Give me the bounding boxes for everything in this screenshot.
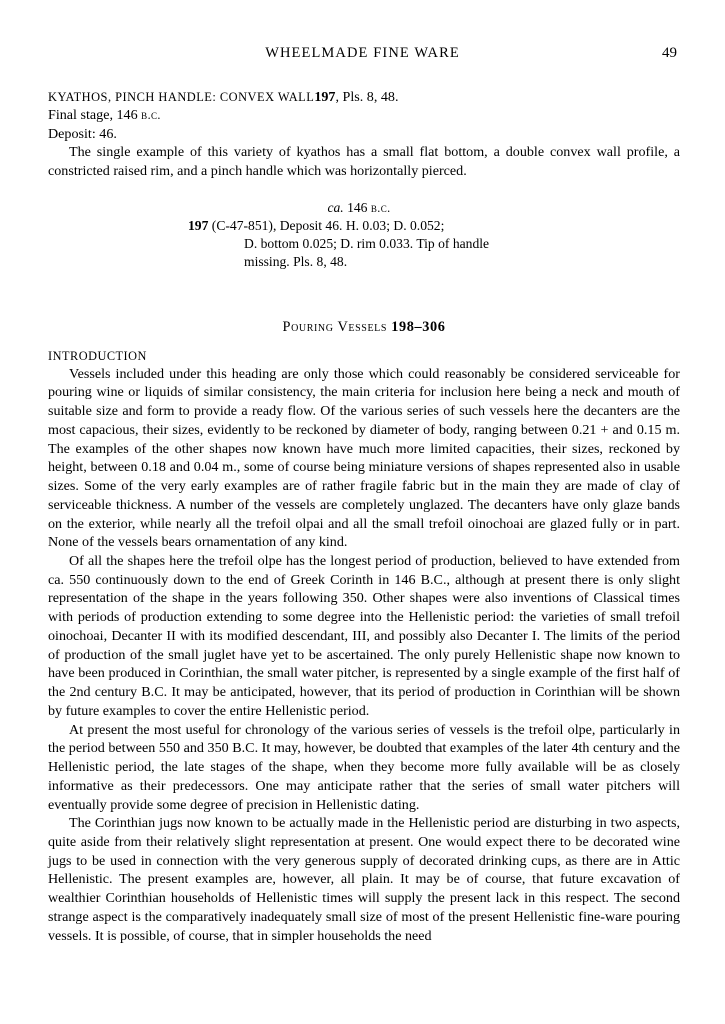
catalog-date-year: 146 (343, 200, 371, 216)
catalog-date-line (38, 199, 680, 217)
catalog-entry-line-2: D. bottom 0.025; D. rim 0.033. Tip of handle (244, 235, 490, 251)
page-running-head: WHEELMADE FINE WARE (265, 45, 460, 61)
entry-heading-line-3: Deposit: 46. (48, 125, 117, 142)
entry-heading-title: KYATHOS, PINCH HANDLE: CONVEX WALL (48, 90, 315, 104)
section-heading-range: 198–306 (391, 319, 446, 336)
catalog-date-era: b.c. (370, 201, 391, 216)
section-heading (48, 318, 680, 337)
section-body (48, 365, 680, 946)
catalog-date-circa: ca. (327, 200, 344, 216)
entry-heading-plates: , Pls. 8, 48. (335, 89, 399, 105)
entry-stage-era: b.c. (141, 108, 161, 123)
catalog-entry-line-3: missing. Pls. 8, 48. (244, 253, 348, 269)
entry-heading-block (48, 88, 680, 143)
body-paragraph-4: The Corinthian jugs now known to be actually made in the Hellenistic period are disturbing in two aspects, quite aside from their relatively slight representation at present. One would expect there to be decorated wine jugs to be used in connection with the very generous supply of decorated drinking cups, as there are in Attic Hellenistic. The present examples are, however, all plain. It may be of course, that future excavation of wealthier Corinthian households of Hellenistic times will supply the present lack in this respect. The second strange aspect is the comparatively inadequately small size of most of the present Hellenistic fine-ware pouring vessels. It is possible, of course, that in simpler households the need (48, 815, 680, 944)
entry-heading-line-2 (48, 106, 680, 124)
body-paragraph-1: Vessels included under this heading are only those which could reasonably be considered serviceable for pouring wine or liquids of similar consistency, the main criteria for inclusion here being a neck and mouth of suitable size and form to provide a ready flow. Of the various series of such vessels here the decanters are the most capacious, their sizes, evidently to be reckoned by diameter of body, ranging between 0.21 + and 0.15 m. The examples of the other shapes now known have much more limited capacities, their sizes, reckoned by height, between 0.18 and 0.04 m., some of course being miniature versions of shapes represented also in usable sizes. Some of the very early examples are of rather fragile fabric but in the main they are made of clay of serviceable thickness. A number of the vessels are completely unglazed. The decanters have only glaze bands on the exterior, while nearly all the trefoil olpai and all the small trefoil oinochoai are glazed fully or in part. None of the vessels bears ornamentation of any kind. (48, 365, 680, 551)
section-heading-title: Pouring Vessels (282, 319, 392, 336)
body-paragraph-3: At present the most useful for chronology of the various series of vessels is the trefoil olpe, particularly in the period between 550 and 350 B.C. It may, however, be doubted that examples of the later 4th century and the Hellenistic period, the late stages of the shape, when they become more fully available will be as closely informative as their predecessors. One may anticipate rather that the series of small water pitchers will eventually provide some degree of precision in Hellenistic dating. (48, 721, 680, 813)
page-number: 49 (662, 45, 677, 61)
body-paragraph-2: Of all the shapes here the trefoil olpe has the longest period of production, believed to have extended from ca. 550 continuously down to the end of Greek Corinth in 146 B.C., although at present there is only slight representation of the shape in the years following 350. Other shapes were also inventions of Classical times with periods of production extending to some degree into the Hellenistic period: the varieties of small trefoil oinochoai, Decanter II with its modified descendant, III, and possibly also Decanter I. The limits of the period of production of the small juglet have yet to be ascertained. The only purely Hellenistic shape now known to have been produced in Corinthian, the small water pitcher, is represented by a single example of the first half of the 2nd century B.C. It may be anticipated, however, that its period of production in Corinthian will be shown by future examples to cover the entire Hellenistic period. (48, 552, 680, 719)
entry-heading-catalog-number: 197 (314, 89, 336, 105)
catalog-entry (188, 217, 546, 270)
catalog-entry-number: 197 (188, 218, 209, 234)
entry-heading-line-1 (48, 88, 680, 106)
entry-stage-text: Final stage, 146 (48, 107, 142, 124)
entry-intro-paragraph: The single example of this variety of kyathos has a small flat bottom, a double convex wall profile, a constricted raised rim, and a pinch handle which was horizontally pierced. (48, 143, 680, 179)
catalog-entry-block (48, 199, 680, 270)
page-content (48, 88, 680, 945)
introduction-label: INTRODUCTION (48, 349, 147, 364)
catalog-entry-line-1: (C-47-851), Deposit 46. H. 0.03; D. 0.052; (208, 218, 445, 234)
